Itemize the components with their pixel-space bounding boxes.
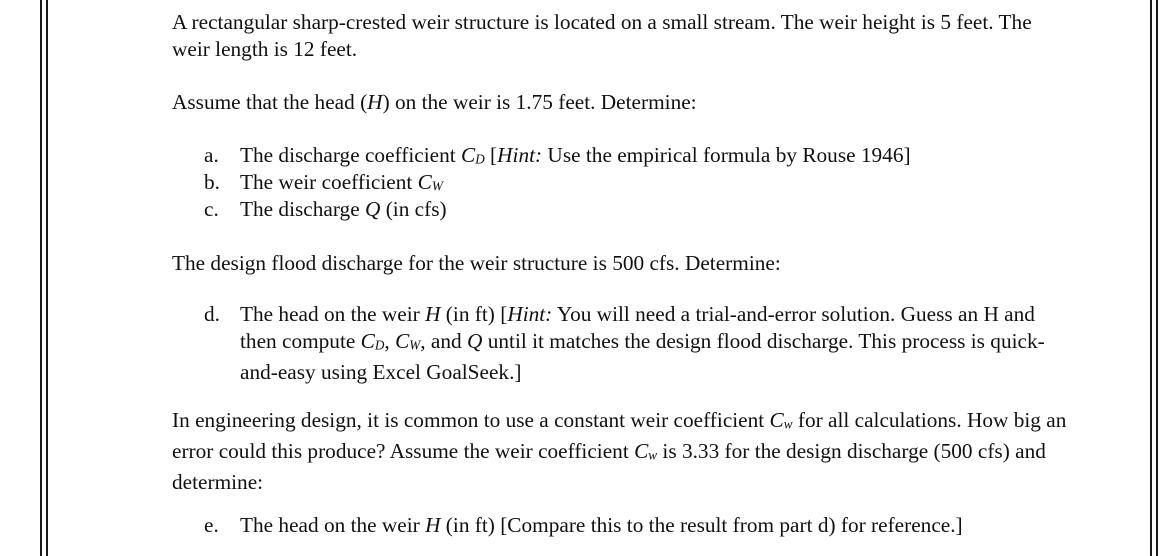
intro-paragraph (172, 9, 1107, 62)
item-d-v2: C (360, 328, 375, 353)
item-a-post: Use the empirical formula by Rouse 1946] (542, 143, 911, 167)
engineering-t3: is 3.33 for the design discharge (500 cfs) and determine: (172, 439, 1046, 495)
intro-line-2: weir length is 12 feet. (172, 36, 358, 61)
engineering-v2: C (634, 439, 649, 464)
engineering-t2: for all calculations. How big an error could this produce? Assume the weir coefficient (172, 408, 1067, 464)
list-item-d (204, 301, 1072, 385)
item-b-var: C (417, 170, 432, 194)
item-c-post: (in cfs) (380, 197, 447, 221)
item-a-pre: The discharge coefficient (240, 143, 461, 167)
engineering-s1: w (783, 416, 793, 432)
item-a-var: C (460, 143, 476, 167)
engineering-t1: In engineering design, it is common to use a constant weir coefficient (172, 408, 770, 432)
item-d-t1: The head on the weir (240, 302, 426, 326)
item-d-v3: C (395, 328, 410, 353)
assume-pre: Assume that the head ( (172, 90, 368, 114)
list-item-c (204, 196, 1107, 223)
item-d-marker: d. (204, 302, 220, 326)
item-e-text (240, 512, 1107, 539)
item-d-v1: H (425, 302, 441, 326)
item-d-s3: W (409, 337, 421, 353)
engineering-paragraph (172, 407, 1102, 496)
engineering-s2: w (648, 447, 658, 463)
item-e-marker: e. (204, 513, 219, 537)
item-e-t1: The head on the weir (240, 513, 426, 537)
item-d-hint: Hint: (507, 302, 553, 326)
item-d-t2: (in ft) [ (440, 302, 508, 326)
item-b-marker: b. (204, 170, 220, 194)
assume-var-h: H (367, 90, 383, 114)
right-border-inner (1150, 0, 1152, 556)
design-text: The design flood discharge for the weir structure is 500 cfs. Determine: (172, 251, 781, 275)
item-b-sub: W (431, 178, 443, 194)
item-d-text (240, 301, 1072, 385)
item-d-v4: Q (467, 328, 483, 353)
left-border-inner (46, 0, 48, 556)
item-e-v1: H (425, 513, 441, 537)
item-c-var: Q (364, 197, 381, 221)
engineering-v1: C (769, 408, 784, 432)
item-b-pre: The weir coefficient (240, 170, 418, 194)
item-a-hint: Hint: (497, 143, 543, 167)
assume-paragraph (172, 89, 1107, 116)
item-a-sub: D (475, 151, 485, 167)
item-c-marker: c. (204, 197, 219, 221)
item-e-t2: (in ft) [Compare this to the result from part d) for reference.] (440, 513, 963, 537)
item-d-t6: until it matches the design flood discharge. This process is quick-and-easy using Excel GoalSeek.] (240, 328, 1045, 384)
right-border-outer (1156, 0, 1158, 556)
list-item-e (204, 512, 1107, 539)
item-d-s2: D (374, 337, 385, 353)
item-d-t5: , and (420, 328, 468, 353)
intro-line-1: A rectangular sharp-crested weir structure is located on a small stream. The weir height is 5 feet. The (172, 10, 1032, 34)
item-a-mid: [ (484, 143, 498, 167)
design-paragraph (172, 250, 1107, 277)
problem-text (172, 0, 1112, 556)
item-c-pre: The discharge (240, 197, 365, 221)
item-c-text (240, 196, 1107, 223)
item-a-marker: a. (204, 143, 219, 167)
item-d-t4: , (384, 328, 396, 353)
item-d-t3: You will need a trial-and-error solution. Guess an H and then compute (240, 302, 1035, 353)
assume-post: ) on the weir is 1.75 feet. Determine: (382, 90, 697, 114)
left-border-outer (40, 0, 42, 556)
